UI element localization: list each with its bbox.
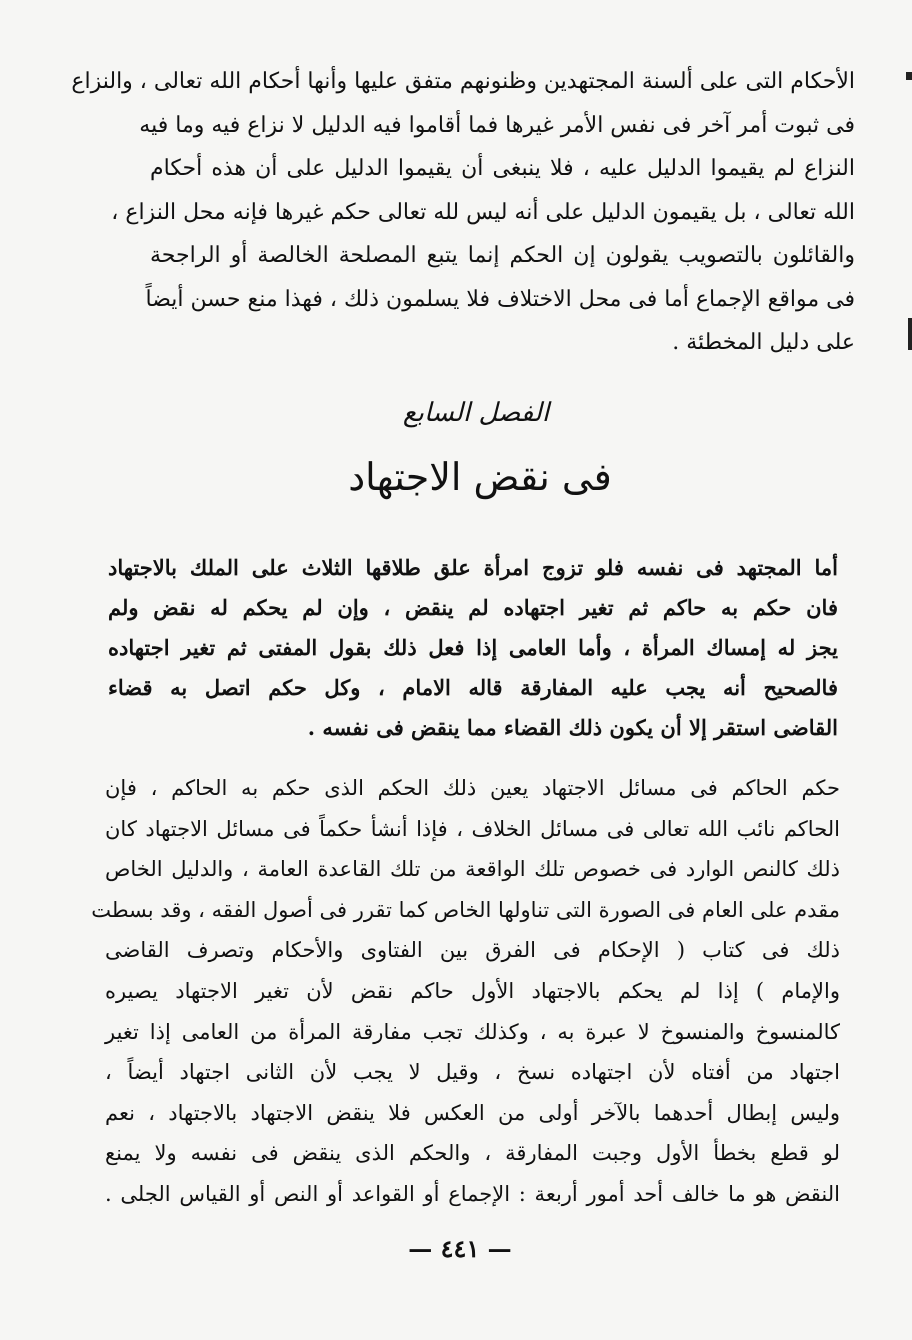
chapter-title: فى نقض الاجتهاد [348,455,612,499]
paragraph-line: فان حكم به حاكم ثم تغير اجتهاده لم ينقض ، وإن لم يحكم له نقض ولم [108,595,838,620]
paragraph-line: ذلك كالنص الوارد فى خصوص تلك الواقعة من تلك القاعدة العامة ، والدليل الخاص [105,857,840,882]
paragraph-line: الحاكم نائب الله تعالى فى مسائل الخلاف ، فإذا أنشأ حكماً فى مسائل الاجتهاد كان [105,816,840,841]
scan-edge-mark [906,72,912,80]
chapter-label: الفصل السابع [402,398,550,428]
paragraph-2 [108,548,838,748]
paragraph-line: ذلك فى كتاب ( الإحكام فى الفرق بين الفتاوى والأحكام وتصرف القاضى [105,938,840,963]
scan-edge-mark [908,318,912,350]
paragraph-line: وليس إبطال أحدهما بالآخر أولى من العكس فلا ينقض الاجتهاد بالاجتهاد ، نعم [105,1100,840,1125]
paragraph-line: لو قطع بخطأ الأول وجبت المفارقة ، والحكم الذى ينقض فى نفسه ولا يمنع [105,1141,840,1166]
paragraph-line: النقض هو ما خالف أحد أمور أربعة : الإجماع أو القواعد أو النص أو القياس الجلى . [105,1181,840,1206]
paragraph-line: فى ثبوت أمر آخر فى نفس الأمر غيرها فما أقاموا فيه الدليل لا نزاع فيه وما فيه [139,112,855,138]
paragraph-3 [91,768,840,1215]
paragraph-line: الله تعالى ، بل يقيمون الدليل على أنه ليس لله تعالى حكم غيرها فإنه محل النزاع ، [111,199,855,225]
paragraph-line: النزاع لم يقيموا الدليل عليه ، فلا ينبغى أن يقيموا الدليل على أن هذه أحكام [150,156,855,181]
paragraph-line: حكم الحاكم فى مسائل الاجتهاد يعين ذلك الحكم الذى حكم به الحاكم ، فإن [105,776,840,800]
paragraph-line: الأحكام التى على ألسنة المجتهدين وظنونهم متفق عليها وأنها أحكام الله تعالى ، والنزاع [71,69,855,94]
paragraph-line: والإمام ) إذا لم يحكم بالاجتهاد الأول حاكم نقض لأن تغير الاجتهاد يصيره [105,978,840,1003]
paragraph-line: اجتهاد من أفتاه لأن اجتهاده نسخ ، وقيل لا يجب لأن الثانى اجتهاد أيضاً ، [105,1060,840,1085]
paragraph-line: مقدم على العام فى الصورة التى تناولها الخاص كما تقرر فى أصول الفقه ، وقد بسطت [91,897,840,922]
paragraph-line: فالصحيح أنه يجب عليه المفارقة قاله الامام ، وكل حكم اتصل به قضاء [108,675,838,700]
paragraph-line: كالمنسوخ والمنسوخ لا عبرة به ، وكذلك تجب مفارقة المرأة من العامى إذا تغير [105,1019,840,1044]
page-number: — ٤٤١ — [408,1234,512,1263]
paragraph-line: فى مواقع الإجماع أما فى محل الاختلاف فلا يسلمون ذلك ، فهذا منع حسن أيضاً [145,286,855,312]
paragraph-line: على دليل المخطئة . [672,330,855,355]
paragraph-line: يجز له إمساك المرأة ، وأما العامى إذا فعل ذلك بقول المفتى ثم تغير اجتهاده [108,635,838,660]
paragraph-line: أما المجتهد فى نفسه فلو تزوج امرأة علق طلاقها الثلاث على الملك بالاجتهاد [108,555,838,580]
paragraph-line: القاضى استقر إلا أن يكون ذلك القضاء مما ينقض فى نفسه . [307,715,838,740]
paragraph-line: والقائلون بالتصويب يقولون إن الحكم إنما يتبع المصلحة الخالصة أو الراجحة [150,243,855,268]
paragraph-1 [71,60,855,365]
